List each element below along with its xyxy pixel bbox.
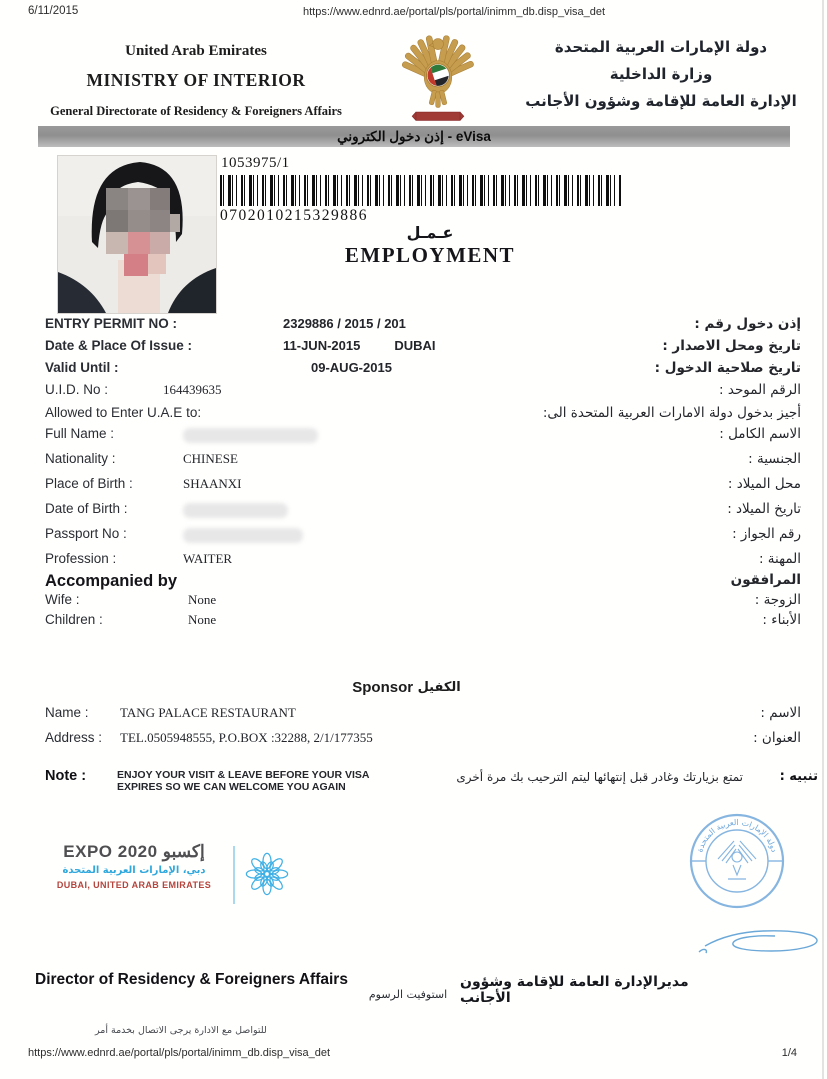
sponsor-fields xyxy=(45,705,801,755)
sponsor-name-label: Name : xyxy=(45,705,89,720)
issue-label-ar: تاريخ ومحل الاصدار : xyxy=(662,338,801,354)
wife-value: None xyxy=(188,592,217,607)
letterhead-arabic xyxy=(505,38,817,119)
country-name-ar: دولة الإمارات العربية المتحدة xyxy=(554,38,768,56)
field-row-entry-permit xyxy=(45,316,801,338)
sponsor-address-label-ar: العنوان : xyxy=(753,730,801,746)
contact-note-ar: للتواصل مع الادارة يرجى الاتصال بخدمة أمر xyxy=(95,1025,267,1036)
allowed-label-ar: أجيز بدخول دولة الامارات العربية المتحدة الى: xyxy=(542,405,801,421)
children-label-ar: الأبناء : xyxy=(762,612,801,628)
full-name-label: Full Name : xyxy=(45,426,115,441)
valid-until-value: 09-AUG-2015 xyxy=(311,360,392,375)
birth-place-value: SHAANXI xyxy=(183,476,242,491)
passport-label: Passport No : xyxy=(45,526,127,541)
issue-date-value: 11-JUN-2015 xyxy=(283,338,361,353)
expo-logo-text xyxy=(45,842,223,890)
entry-permit-value: 2329886 / 2015 / 201 xyxy=(283,316,406,331)
note-text-en xyxy=(117,769,417,793)
accompanied-title-en: Accompanied by xyxy=(45,572,178,590)
director-title-ar: مديرالإدارة العامة للإقامة وشؤون الأجانب xyxy=(460,974,689,1006)
entry-permit-label-ar: إذن دخول رقم : xyxy=(694,316,801,332)
wife-label-ar: الزوجة : xyxy=(754,592,801,608)
accompanied-title-row xyxy=(45,572,801,592)
full-name-label-ar: الاسم الكامل : xyxy=(719,426,801,442)
field-row-valid-until xyxy=(45,360,801,382)
field-row-profession xyxy=(45,551,801,572)
applicant-photo xyxy=(57,155,217,314)
note-label-ar: تنبيه : xyxy=(779,769,818,784)
uae-falcon-emblem xyxy=(392,34,484,124)
children-label: Children : xyxy=(45,612,103,627)
expo-rosette-icon xyxy=(244,851,290,897)
field-row-issue xyxy=(45,338,801,360)
issue-place-value: DUBAI xyxy=(394,338,436,353)
full-name-value xyxy=(183,426,318,446)
sponsor-address-value: TEL.0505948555, P.O.BOX :32288, 2/1/177355 xyxy=(120,730,373,745)
nationality-value: CHINESE xyxy=(183,451,238,466)
signature xyxy=(695,920,825,962)
redacted-value xyxy=(183,528,303,543)
sponsor-name-label-ar: الاسم : xyxy=(760,705,801,721)
expo-logo-divider xyxy=(233,846,235,904)
print-url-bottom: https://www.ednrd.ae/portal/pls/portal/inimm_db.disp_visa_det xyxy=(28,1047,331,1059)
svg-text:دولة الإمارات العربية المتحدة xyxy=(695,818,779,854)
field-row-children xyxy=(45,612,801,632)
issue-label: Date & Place Of Issue : xyxy=(45,338,193,353)
allowed-label: Allowed to Enter U.A.E to: xyxy=(45,405,202,420)
redacted-value xyxy=(183,503,288,518)
field-row-birth-place xyxy=(45,476,801,501)
profession-label-ar: المهنة : xyxy=(758,551,801,567)
redacted-value xyxy=(183,428,318,443)
field-row-sponsor-address xyxy=(45,730,801,755)
field-row-wife xyxy=(45,592,801,612)
scan-edge-artifact xyxy=(822,0,824,1079)
uid-label-ar: الرقم الموحد : xyxy=(719,382,801,398)
passport-label-ar: رقم الجواز : xyxy=(732,526,801,542)
valid-until-label-ar: تاريخ صلاحية الدخول : xyxy=(654,360,801,376)
expo-subtitle-ar: دبي، الإمارات العربية المتحدة xyxy=(62,865,206,876)
birth-date-label: Date of Birth : xyxy=(45,501,128,516)
children-value: None xyxy=(188,612,217,627)
visa-type-arabic: عـمـل xyxy=(406,223,454,242)
accompanied-title-ar: المرافقون xyxy=(730,572,801,588)
field-row-passport xyxy=(45,526,801,551)
field-row-uid xyxy=(45,382,801,405)
entry-permit-label: ENTRY PERMIT NO : xyxy=(45,316,178,331)
note-text-en-line2: EXPIRES SO WE CAN WELCOME YOU AGAIN xyxy=(117,781,346,793)
uid-label: U.I.D. No : xyxy=(45,382,109,397)
field-row-full-name xyxy=(45,426,801,451)
fees-paid-ar: استوفيت الرسوم xyxy=(368,988,448,1001)
letterhead-english xyxy=(28,43,364,119)
field-row-birth-date xyxy=(45,501,801,526)
profession-label: Profession : xyxy=(45,551,117,566)
ministry-name-ar: وزارة الداخلية xyxy=(609,65,713,83)
note-text-en-line1: ENJOY YOUR VISIT & LEAVE BEFORE YOUR VISA xyxy=(117,769,370,781)
directorate-name-en: General Directorate of Residency & Foreigners Affairs xyxy=(50,104,342,118)
visa-type-english: EMPLOYMENT xyxy=(344,243,516,267)
country-name-en: United Arab Emirates xyxy=(125,43,267,59)
barcode-number: 0702010215329886 xyxy=(220,207,368,224)
expo-2020-logo xyxy=(45,842,290,904)
note-text-ar: تمتع بزيارتك وغادر قبل إنتهائها ليتم الترحيب بك مرة أخرى xyxy=(456,770,743,784)
expo-subtitle-en: DUBAI, UNITED ARAB EMIRATES xyxy=(56,880,212,890)
birth-date-value xyxy=(183,501,288,521)
stamp-arc-text: دولة الإمارات العربية المتحدة xyxy=(695,818,779,854)
directorate-name-ar: الإدارة العامة للإقامة وشؤون الأجانب xyxy=(525,92,797,110)
print-date: 6/11/2015 xyxy=(28,5,79,17)
sponsor-address-label: Address : xyxy=(45,730,103,745)
sponsor-title-en: Sponsor xyxy=(352,679,414,696)
expo-wordmark: EXPO 2020 إكسبو xyxy=(63,842,205,861)
evisa-title-banner: إذن دخول الكتروني - eVisa xyxy=(38,126,790,147)
barcode xyxy=(220,175,621,206)
field-row-allowed xyxy=(45,405,801,426)
director-title-en: Director of Residency & Foreigners Affairs xyxy=(35,971,348,988)
profession-value: WAITER xyxy=(183,551,233,566)
page-number: 1/4 xyxy=(781,1047,797,1059)
permit-serial-number: 1053975/1 xyxy=(221,155,290,171)
birth-date-label-ar: تاريخ الميلاد : xyxy=(727,501,801,517)
ministry-name-en: MINISTRY OF INTERIOR xyxy=(86,70,306,90)
field-row-sponsor-name xyxy=(45,705,801,730)
birth-place-label-ar: محل الميلاد : xyxy=(727,476,801,492)
valid-until-label: Valid Until : xyxy=(45,360,119,375)
uid-value: 164439635 xyxy=(163,382,222,397)
sponsor-section-title xyxy=(0,679,827,697)
visa-fields xyxy=(45,316,801,632)
nationality-label-ar: الجنسية : xyxy=(748,451,801,467)
nationality-label: Nationality : xyxy=(45,451,116,466)
sponsor-name-value: TANG PALACE RESTAURANT xyxy=(120,705,296,720)
wife-label: Wife : xyxy=(45,592,80,607)
birth-place-label: Place of Birth : xyxy=(45,476,133,491)
field-row-nationality xyxy=(45,451,801,476)
print-url-top: https://www.ednrd.ae/portal/pls/portal/inimm_db.disp_visa_det xyxy=(303,6,606,18)
passport-value xyxy=(183,526,303,546)
note-label-en: Note : xyxy=(45,768,87,784)
sponsor-title-ar: الكفيل xyxy=(417,680,461,695)
